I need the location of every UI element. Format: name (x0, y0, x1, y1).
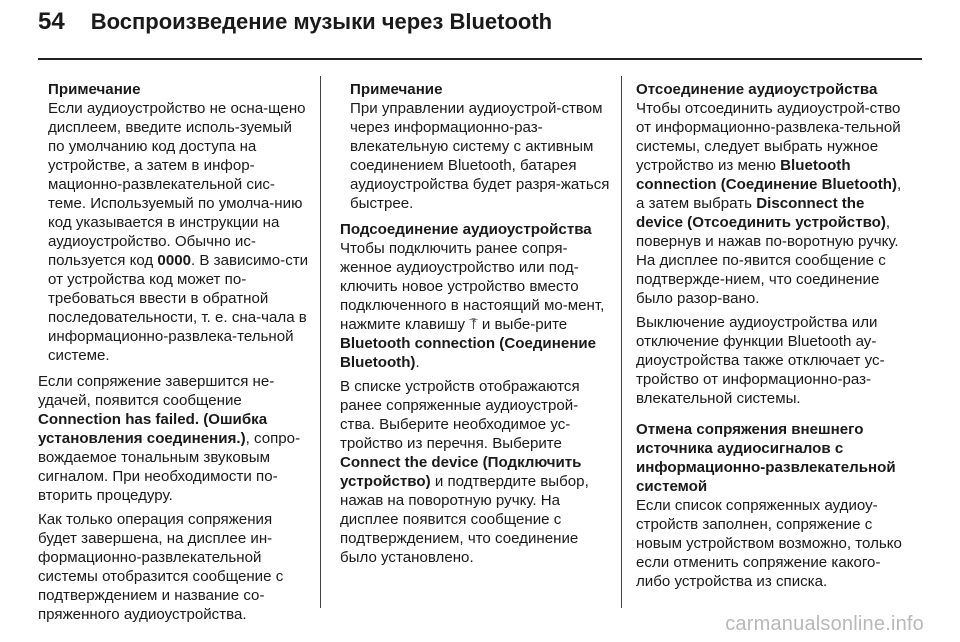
message-text: Connection has failed. (Ошибка установления соединения.) (38, 411, 268, 447)
section-heading: Отсоединение аудиоустройства (636, 81, 878, 98)
column-2 (340, 80, 612, 572)
note-box (340, 80, 612, 213)
header-divider (38, 58, 922, 60)
paragraph-text: , сопро-вождаемое тональным звуковым сигналом. При необходимости по-вторить процедуру. (38, 430, 301, 504)
paragraph-text: В списке устройств отображаются ранее сопряженные аудиоустрой-ства. Выберите необходимое ус-тройство из перечня. Выберите (340, 378, 580, 452)
paragraph (340, 377, 612, 567)
paragraph-text: Если сопряжение завершится не-удачей, появится сообщение (38, 373, 275, 409)
column-1 (38, 80, 310, 629)
note-box (38, 80, 310, 365)
watermark: carmanualsonline.info (725, 613, 924, 635)
note-text: При управлении аудиоустрой-ством через информационно-раз-влекательную систему с активным соединением Bluetooth, батарея аудиоустройства будет разря-жаться быстрее. (350, 100, 610, 212)
paragraph (38, 372, 310, 505)
paragraph-text: Чтобы подключить ранее сопря-женное аудиоустройство или под-ключить новое устройство вместо подключенного в настоящий мо-мент, нажмите клавишу (340, 240, 605, 333)
paragraph (340, 239, 612, 372)
paragraph (636, 99, 908, 308)
paragraph-text: Чтобы отсоединить аудиоустрой-ство от информационно-развлека-тельной системы, следует выбрать нужное устройство из меню (636, 100, 901, 174)
menu-item-text: Connect the device (Подключить устройство) (340, 454, 582, 490)
page-header (38, 8, 552, 54)
paragraph-text: и подтвердите выбор, нажав на поворотную ручку. На дисплее появится сообщение с подтверждением, что соединение было установлено. (340, 473, 589, 566)
note-title: Примечание (48, 81, 141, 98)
paragraph: Если список сопряженных аудиоу-стройств заполнен, сопряжение с новым устройством возможно, только если отменить сопряжение какого-либо устройства из списка. (636, 497, 902, 590)
paragraph: Выключение аудиоустройства или отключение функции Bluetooth ау-диоустройства также отключает ус-тройство от информационно-раз-влекательной системы. (636, 314, 885, 407)
paragraph-text: . (415, 354, 420, 371)
column-3 (636, 80, 908, 596)
note-text-part: . В зависимо-сти от устройства код может по-требоваться ввести в обратной последовательности, т. е. сна-чала в информационно-развлека-тельной системе. (48, 252, 309, 364)
column-divider-2 (621, 76, 622, 608)
paragraph: Как только операция сопряжения будет завершена, на дисплее ин-формационно-развлекательной системы отобразится сообщение с подтверждением и название со-пряженного аудиоустройства. (38, 511, 284, 623)
section-heading: Отмена сопряжения внешнего источника аудиосигналов с информационно-развлекательной системой (636, 421, 896, 495)
phone-key-icon: ⍑⃰ (469, 316, 478, 332)
menu-item-text: Bluetooth connection (Соединение Bluetooth) (636, 157, 898, 193)
note-text (48, 99, 310, 365)
paragraph-text: , а затем выбрать (636, 176, 902, 212)
paragraph-text: , повернув и нажав по-воротную ручку. На дисплее по-явится сообщение с подтвержде-нием, что соединение было разор-вано. (636, 214, 899, 307)
note-title: Примечание (350, 81, 443, 98)
column-divider-1 (320, 76, 321, 608)
note-text-part: Если аудиоустройство не осна-щено дисплеем, введите исполь-зуемый по умолчанию код доступа на устройстве, а затем в инфор-мационно-развлекательной сис-теме. Используемый по умолча-нию код указывается в инструкции на аудиоустройство. Обычно ис-пользуется код (48, 100, 306, 269)
page-title: Воспроизведение музыки через Bluetooth (90, 9, 553, 34)
default-code: 0000 (157, 252, 191, 269)
menu-item-text: Bluetooth connection (Соединение Bluetooth) (340, 335, 597, 371)
page-number: 54 (38, 8, 65, 35)
menu-item-text: Disconnect the device (Отсоединить устройство) (636, 195, 886, 231)
paragraph-text: и выбе-рите (477, 316, 568, 333)
section-heading: Подсоединение аудиоустройства (340, 221, 592, 238)
